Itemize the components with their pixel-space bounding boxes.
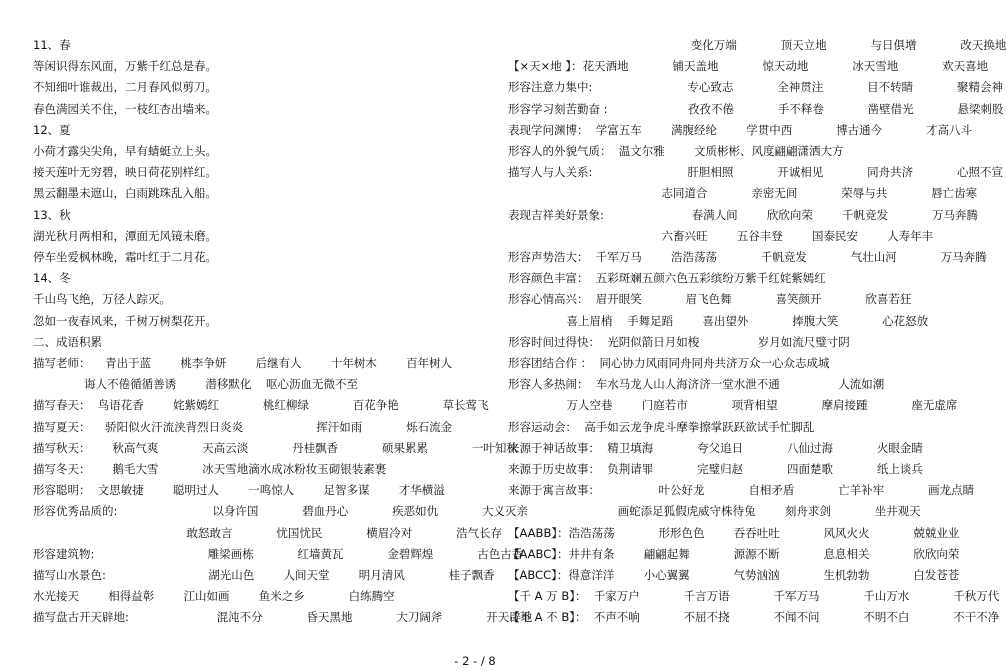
right-line: 形容时间过得快： 光阴似箭日月如梭 岁月如流尺璧寸阴 <box>508 334 850 349</box>
left-line: 水光接天 相得益彰 江山如画 鱼米之乡 白练腾空 <box>33 589 395 604</box>
page-number: - 2 - / 8 <box>454 654 496 668</box>
left-line: 不知细叶谁裁出，二月春风似剪刀。 <box>33 80 217 95</box>
left-line: 二、成语积累 <box>33 334 102 349</box>
left-line: 描写春天： 鸟语花香 姹紫嫣红 桃红柳绿 百花争艳 草长莺飞 <box>33 398 489 413</box>
left-line: 形容聪明： 文思敏捷 聪明过人 一鸣惊人 足智多谋 才华横溢 <box>33 483 445 498</box>
left-line: 12、夏 <box>33 122 71 137</box>
left-line: 诲人不倦循循善诱 潜移默化 呕心沥血无微不至 <box>33 377 359 392</box>
right-line: 画蛇添足狐假虎威守株待兔 刻舟求剑 坐井观天 <box>508 504 921 519</box>
left-line: 停车坐爱枫林晚，霜叶红于二月花。 <box>33 250 217 264</box>
right-line: 来源于寓言故事： 叶公好龙 自相矛盾 亡羊补牢 画龙点睛 <box>508 483 975 498</box>
left-line: 描写老师： 青出于蓝 桃李争妍 后继有人 十年树木 百年树人 <box>33 356 453 370</box>
right-line: 表现吉祥美好景象: 春满人间 欣欣向荣 千帆竞发 万马奔腾 <box>508 207 978 222</box>
right-line: 形容声势浩大： 千军万马 浩浩荡荡 千帆竞发 气壮山河 万马奔腾 <box>508 250 987 264</box>
right-line: 形容注意力集中: 专心致志 全神贯注 目不转睛 聚精会神 <box>508 80 1004 95</box>
right-line: 【AABB】：浩浩荡荡 形形色色 吞吞吐吐 风风火火 兢兢业业 <box>508 525 960 540</box>
left-line: 描写盘古开天辟地: 混沌不分 昏天黑地 大刀阔斧 开天辟地 <box>33 610 533 625</box>
left-line: 描写秋天： 秋高气爽 天高云淡 丹桂飘香 硕果累累 一叶知秋 <box>33 440 518 455</box>
right-line: 【千 A 万 B】： 千家万户 千言万语 千军万马 千山万水 千秋万代 <box>508 589 1000 604</box>
left-line: 描写山水景色: 湖光山色 人间天堂 明月清风 桂子飘香 <box>33 568 495 582</box>
right-line: 来源于历史故事： 负荆请罪 完璧归赵 四面楚歌 纸上谈兵 <box>508 462 923 476</box>
right-line: 万人空巷 门庭若市 项背相望 摩肩接踵 座无虚席 <box>508 398 958 413</box>
left-line: 14、冬 <box>33 271 71 286</box>
left-line: 描写夏天： 骄阳似火汗流浃背烈日炎炎 挥汗如雨 烁石流金 <box>33 419 453 434</box>
left-line: 形容优秀品质的: 以身许国 碧血丹心 疾恶如仇 大义灭亲 <box>33 504 529 519</box>
right-line: 【不 A 不 B】： 不声不响 不屈不挠 不闻不问 不明不白 不干不净 <box>508 610 1000 625</box>
right-line: 形容心情高兴： 眉开眼笑 眉飞色舞 喜笑颜开 欣喜若狂 <box>508 292 912 307</box>
right-line: 表现学问渊博： 学富五车 满腹经纶 学贯中西 博古通今 才高八斗 <box>508 122 973 137</box>
right-line: 志同道合 亲密无间 荣辱与共 唇亡齿寒 <box>508 186 978 201</box>
left-line: 接天莲叶无穷碧，映日荷花别样红。 <box>33 165 217 180</box>
right-line: 形容人多热闹： 车水马龙人山人海济济一堂水泄不通 人流如潮 <box>508 377 885 392</box>
left-line: 小荷才露尖尖角，早有蜻蜓立上头。 <box>33 144 217 158</box>
left-line: 千山鸟飞绝，万径人踪灭。 <box>33 292 171 307</box>
left-line: 忽如一夜春风来，千树万树梨花开。 <box>33 313 217 328</box>
left-line: 湖光秋月两相和，潭面无风镜未磨。 <box>33 228 217 243</box>
left-line: 等闲识得东风面，万紫千红总是春。 <box>33 59 217 74</box>
right-line: 来源于神话故事： 精卫填海 夸父追日 八仙过海 火眼金睛 <box>508 440 923 455</box>
left-line: 13、秋 <box>33 207 71 222</box>
left-line: 形容建筑物: 雕梁画栋 红墙黄瓦 金碧辉煌 古色古香 <box>33 546 524 561</box>
right-line: 形容人的外貌气质： 温文尔雅 文质彬彬、风度翩翩潇洒大方 <box>508 144 844 158</box>
right-line: 【AABC】：井井有条 翩翩起舞 源源不断 息息相关 欣欣向荣 <box>508 546 960 561</box>
right-line: 描写人与人关系: 肝胆相照 开诚相见 同舟共济 心照不宣 <box>508 165 1004 180</box>
left-line: 敢怒敢言 忧国忧民 横眉冷对 浩气长存 <box>33 525 503 540</box>
right-line: 喜上眉梢 手舞足蹈 喜出望外 捧腹大笑 心花怒放 <box>508 313 929 328</box>
left-line: 黑云翻墨未遮山，白雨跳珠乱入船。 <box>33 186 217 201</box>
left-line: 11、春 <box>33 38 71 52</box>
right-line: 形容运动会： 高手如云龙争虎斗摩拳擦掌跃跃欲试手忙脚乱 <box>508 419 815 434</box>
left-line: 描写冬天： 鹅毛大雪 冰天雪地滴水成冰粉妆玉砌银装素裹 <box>33 462 387 476</box>
right-line: 【×天×地 】：花天酒地 铺天盖地 惊天动地 冰天雪地 欢天喜地 <box>508 59 989 74</box>
right-line: 【ABCC】：得意洋洋 小心翼翼 气势汹汹 生机勃勃 白发苍苍 <box>508 568 960 582</box>
left-line: 春色满园关不住，一枝红杏出墙来。 <box>33 101 217 116</box>
right-line: 形容团结合作 ： 同心协力风雨同舟同舟共济万众一心众志成城 <box>508 356 830 370</box>
right-line: 形容颜色丰富： 五彩斑斓五颜六色五彩缤纷万紫千红姹紫嫣红 <box>508 271 826 286</box>
right-line: 形容学习刻苦勤奋 : 孜孜不倦 手不释卷 凿壁借光 悬梁刺股 <box>508 101 1004 116</box>
right-line: 六畜兴旺 五谷丰登 国泰民安 人寿年丰 <box>508 228 934 243</box>
right-line: 变化万端 顶天立地 与日俱增 改天换地 <box>508 38 1006 52</box>
